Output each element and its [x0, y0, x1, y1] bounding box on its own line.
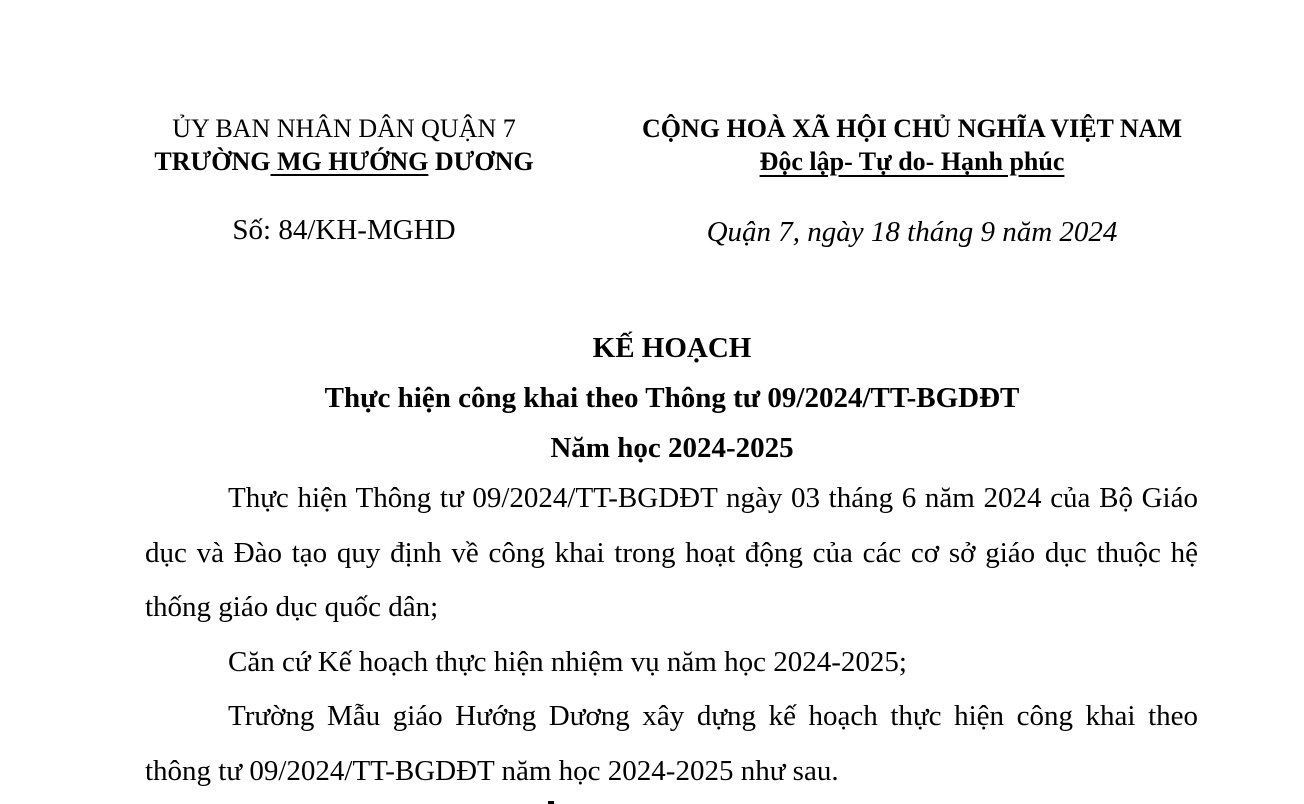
- school-name-prefix: TRƯỜNG: [154, 147, 271, 176]
- agency-name: ỦY BAN NHÂN DÂN QUẬN 7: [172, 114, 516, 143]
- place-and-date: Quận 7, ngày 18 tháng 9 năm 2024: [706, 216, 1118, 248]
- document-type-title: KẾ HOẠCH: [592, 332, 752, 364]
- national-motto-text: Độc lập- Tự do- Hạnh phúc: [759, 147, 1065, 176]
- body-paragraph-plan-basis: Căn cứ Kế hoạch thực hiện nhiệm vụ năm học 2024-2025;: [228, 645, 907, 678]
- body-paragraph-purpose: Trường Mẫu giáo Hướng Dương xây dựng kế hoạch thực hiện công khai theo thông tư 09/2024/TT-BGDĐT năm học 2024-2025 như sau.: [145, 700, 1198, 787]
- school-name: [130, 145, 558, 178]
- body-paragraph-legal-basis: Thực hiện Thông tư 09/2024/TT-BGDĐT ngày 03 tháng 6 năm 2024 của Bộ Giáo dục và Đào tạo quy định về công khai trong hoạt động của các cơ sở giáo dục thuộc hệ thống giáo dục quốc dân;: [145, 482, 1198, 623]
- issuing-authority-block: [130, 112, 558, 248]
- document-subject: Thực hiện công khai theo Thông tư 09/2024/TT-BGDĐT: [324, 382, 1020, 414]
- school-year: Năm học 2024-2025: [550, 432, 794, 464]
- document-number: Số: 84/KH-MGHD: [232, 214, 456, 246]
- school-name-underlined: MG HƯỚNG: [270, 147, 429, 176]
- document-title-block: [0, 323, 1304, 473]
- national-motto: [612, 145, 1212, 178]
- national-header-block: [612, 112, 1212, 250]
- national-title: CỘNG HOÀ XÃ HỘI CHỦ NGHĨA VIỆT NAM: [641, 114, 1183, 143]
- school-name-suffix: DƯƠNG: [428, 147, 534, 176]
- document-body: [145, 471, 1198, 798]
